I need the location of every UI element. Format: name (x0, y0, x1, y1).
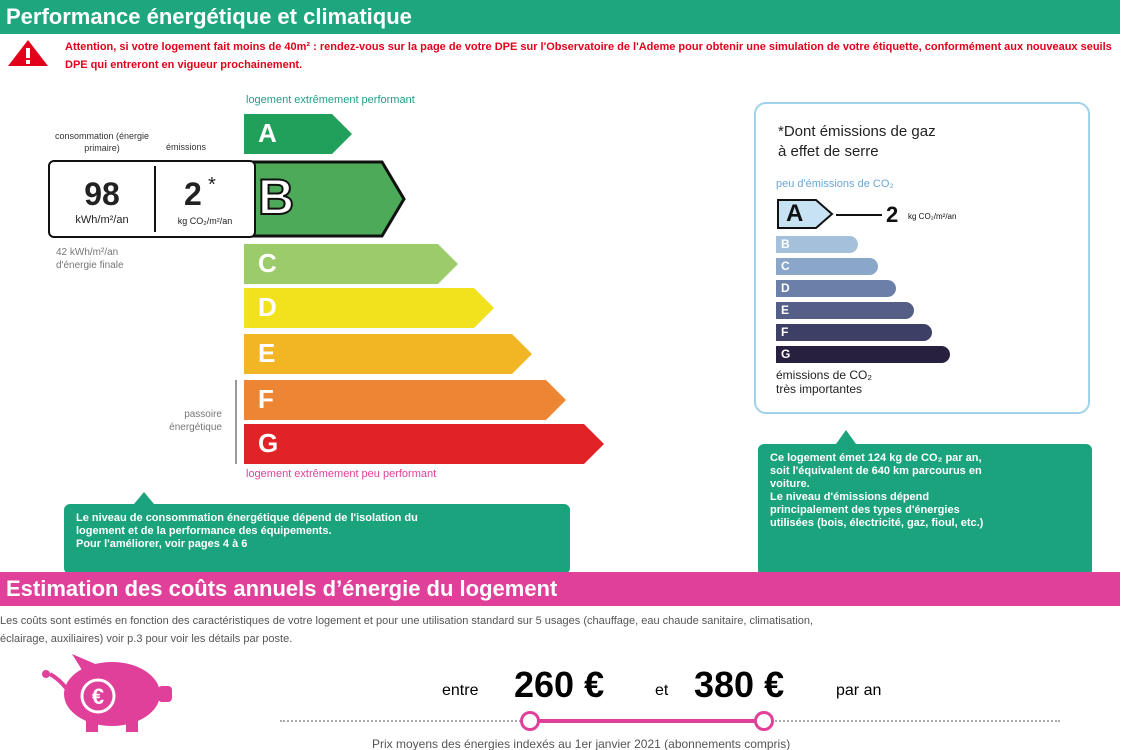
energy-class-letter: D (258, 292, 277, 322)
emission-value: 2 (184, 176, 202, 212)
ghg-class-f: F (776, 324, 932, 341)
energy-class-g (244, 424, 608, 464)
consumption-value-box (48, 160, 256, 238)
ghg-class-b: B (776, 236, 858, 253)
cost-range-low-marker (520, 711, 540, 731)
ghg-title-line1: *Dont émissions de gaz (778, 123, 936, 140)
ghg-value-line (836, 214, 882, 216)
consumption-info-bubble (64, 504, 570, 574)
ghg-class-g: G (776, 346, 950, 363)
ghg-current-class-marker (776, 198, 836, 230)
costs-low-value: 260 € (514, 664, 605, 705)
emission-unit: kg CO₂/m²/an (177, 216, 233, 226)
energy-class-d (244, 288, 498, 328)
energy-value: 98 (84, 176, 120, 212)
bubble-left-pointer (134, 492, 154, 504)
warning-triangle-icon (6, 38, 50, 68)
consumption-header: consommation (énergie primaire) (54, 131, 150, 153)
passoire-bracket (235, 380, 237, 464)
bubble-right-line4: Le niveau d'émissions dépend (770, 491, 930, 503)
emissions-header: émissions (166, 142, 207, 152)
bubble-right-line1: Ce logement émet 124 kg de CO₂ par an, (770, 452, 982, 464)
scale-bottom-label: logement extrêmement peu performant (246, 468, 437, 480)
bubble-right-pointer (836, 430, 856, 444)
energy-class-letter: F (258, 384, 274, 414)
energy-unit: kWh/m²/an (75, 214, 129, 226)
ghg-unit: kg CO₂/m²/an (908, 212, 957, 221)
ghg-high-label-line2: très importantes (776, 382, 863, 396)
costs-description-line2: éclairage, auxiliaires) voir p.3 pour voir les détails par poste. (0, 633, 293, 645)
ghg-low-label: peu d'émissions de CO₂ (776, 178, 894, 190)
bubble-left-line2: logement et de la performance des équipements. (76, 525, 332, 537)
ghg-value: 2 (886, 202, 899, 227)
warning-text: Attention, si votre logement fait moins de 40m² : rendez-vous sur la page de votre DPE sur l'Observatoire de l'Ademe pour obtenir une simulation de votre étiquette, conformément aux nouveaux seuils DPE qui entreront en vigueur prochainement. (65, 41, 1112, 71)
energy-class-letter: E (258, 338, 276, 368)
final-energy-note: 42 kWh/m²/an d'énergie finale (56, 247, 124, 271)
ghg-emissions-box (754, 102, 1090, 414)
costs-section-title: Estimation des coûts annuels d’énergie du logement (0, 572, 1120, 606)
ghg-info-bubble (758, 444, 1092, 576)
energy-class-letter: B (258, 169, 295, 225)
cost-range-high-marker (754, 711, 774, 731)
emission-star: * (208, 174, 216, 196)
bubble-left-line1: Le niveau de consommation énergétique dépend de l'isolation du (76, 512, 418, 524)
performance-section-title: Performance énergétique et climatique (0, 0, 1120, 34)
bubble-right-line5: principalement des types d'énergies (770, 504, 960, 516)
energy-class-a (244, 114, 356, 154)
energy-class-c (244, 244, 462, 284)
energy-class-letter: C (258, 248, 277, 278)
energy-class-letter: A (258, 118, 277, 148)
costs-between-label: entre (442, 682, 479, 699)
costs-footnote: Prix moyens des énergies indexés au 1er janvier 2021 (abonnements compris) (372, 737, 791, 750)
passoire-label: passoire énergétique (169, 409, 222, 433)
cost-range-bar (530, 719, 764, 723)
svg-text:€: € (91, 684, 105, 709)
costs-description-line1: Les coûts sont estimés en fonction des caractéristiques de votre logement et pour une utilisation standard sur 5 usages (chauffage, eau chaude sanitaire, climatisation, (0, 615, 814, 627)
bubble-right-line2: soit l'équivalent de 640 km parcourus en (770, 465, 982, 477)
ghg-high-label-line1: émissions de CO₂ (776, 368, 873, 382)
energy-class-e (244, 334, 536, 374)
ghg-class-e: E (776, 302, 914, 319)
piggy-bank-euro-icon (42, 652, 172, 732)
bubble-right-line6: utilisées (bois, électricité, gaz, fioul, etc.) (770, 517, 984, 529)
costs-and-label: et (655, 682, 669, 699)
energy-class-b (244, 160, 408, 238)
ghg-class-d: D (776, 280, 896, 297)
ghg-class-c: C (776, 258, 878, 275)
costs-high-value: 380 € (694, 664, 785, 705)
energy-class-letter: G (258, 428, 279, 458)
ghg-title-line2: à effet de serre (778, 143, 879, 160)
bubble-right-line3: voiture. (770, 478, 810, 490)
bubble-left-line3: Pour l'améliorer, voir pages 4 à 6 (76, 538, 248, 550)
scale-top-label: logement extrêmement performant (246, 94, 415, 106)
energy-class-f (244, 380, 570, 420)
ghg-current-letter: A (786, 200, 804, 227)
costs-per-year-label: par an (836, 682, 882, 699)
